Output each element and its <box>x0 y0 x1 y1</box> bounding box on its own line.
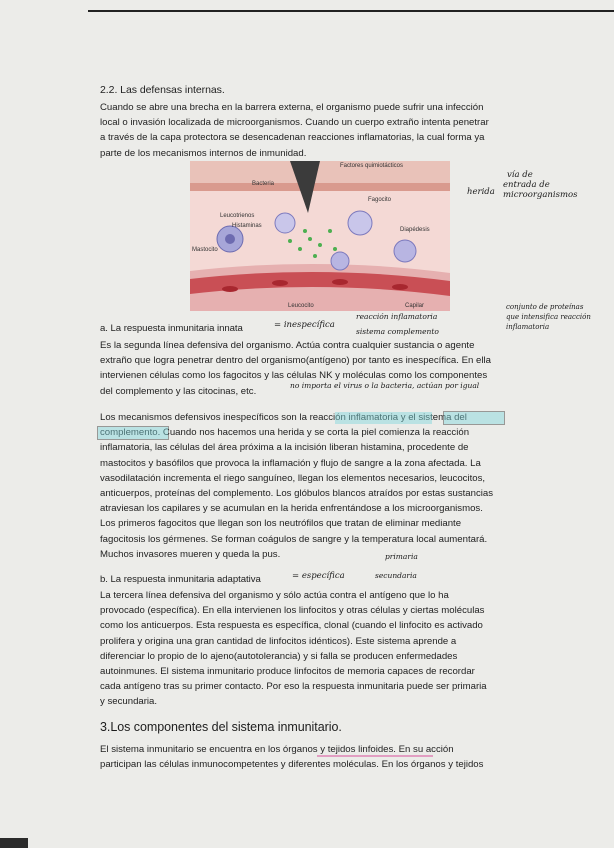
handwritten-note-via: vía de <box>507 170 533 180</box>
figure-label-leucocito: Leucocito <box>288 303 314 309</box>
subsection-a-title: a. La respuesta inmunitaria innata <box>100 323 243 334</box>
text-line: inflamatoria, las células del área próxima a la incisión liberan histamina, procedente de <box>100 442 469 454</box>
text-line: Es la segunda línea defensiva del organismo. Actúa contra cualquier sustancia o agente <box>100 340 475 351</box>
text-line: intervienen células como los fagocitos y las células NK y moléculas como los componentes <box>100 370 488 382</box>
text-line: extraño que logra penetrar dentro del organismo(antígeno) por tanto es inespecífica. En ella <box>100 355 491 367</box>
text-line: del complemento y las citocinas, etc. <box>100 385 257 397</box>
text-line: El sistema inmunitario se encuentra en los órganos y tejidos linfoides. En su acción <box>100 744 454 755</box>
text-line: Los primeros fagocitos que llegan son los neutrófilos que tratan de eliminar mediante <box>100 518 462 530</box>
section-3-paragraph <box>100 742 550 772</box>
figure-label-leucotrienos: Leucotrienos <box>220 213 255 219</box>
handwritten-conjunto-proteinas: conjunto de proteínas <box>506 303 584 311</box>
text-line: atraviesan los capilares y se acumulan en la herida enfrentándose a los microorganismos. <box>100 503 483 515</box>
text-line: mastocitos y basófilos que provoca la inflamación y flujo de sangre a la zona afectada. La <box>100 457 481 469</box>
section-3-heading: 3.Los componentes del sistema inmunitario. <box>100 720 342 734</box>
highlight-reaccion <box>335 412 432 424</box>
section-heading: 2.2. Las defensas internas. <box>100 84 225 96</box>
highlight-complemento <box>98 427 168 439</box>
pink-underline <box>317 755 433 757</box>
scanner-corner-mark <box>0 838 28 848</box>
handwritten-reaccion-inflamatoria: reacción inflamatoria <box>356 312 438 321</box>
page-fold <box>0 0 90 90</box>
intro-line: Cuando se abre una brecha en la barrera externa, el organismo puede sufrir una infección <box>100 102 484 113</box>
intro-line: local o invasión localizada de microorganismos. Cuando un cuerpo extraño intenta penetrar <box>100 117 489 129</box>
figure-label-factors: Factores quimiotácticos <box>340 163 404 169</box>
subsection-b-paragraph <box>100 588 550 710</box>
handwritten-primaria: primaria <box>385 552 418 561</box>
text-line: diferenciar lo propio de lo ajeno(autotolerancia) y si falla se producen enfermedades <box>100 650 458 662</box>
handwritten-intensifica: que intensifica reacción <box>506 313 591 321</box>
handwritten-especifica: = específica <box>292 571 345 581</box>
text-line: y secundaria. <box>100 696 158 708</box>
figure-label-capilar: Capilar <box>405 303 425 309</box>
text-line: como los anticuerpos. Esta respuesta es específica, clonal (cuando el linfocito es activado <box>100 620 483 632</box>
text-line: cada antígeno tras su primer contacto. Por eso la respuesta inmunitaria puede ser primaria <box>100 681 487 693</box>
intro-paragraph <box>100 100 550 161</box>
inflammation-illustration <box>190 161 450 311</box>
figure-label-mastocito: Mastocito <box>192 247 218 253</box>
text-line: Los mecanismos defensivos inespecíficos son la reacción inflamatoria y el sistema del <box>100 412 467 423</box>
figure-label-diapedesis: Diapédesis <box>400 227 430 233</box>
text-line: prolifera y origina una gran cantidad de linfocitos idénticos). Este sistema aprende a <box>100 635 457 647</box>
handwritten-note-microorganismos: microorganismos <box>503 190 578 200</box>
handwritten-inespecifica: = inespecífica <box>274 320 335 330</box>
text-line: fagocitosis los gérmenes. Se forman coágulos de sangre y la temperatura local aumentará. <box>100 533 488 545</box>
text-line: anticuerpos, proteínas del complemento. Los glóbulos blancos atraídos por estas sustancias <box>100 488 494 500</box>
page-top-edge <box>88 10 614 12</box>
handwritten-note-entrada: entrada de <box>503 180 550 190</box>
inflammation-figure <box>190 161 450 311</box>
handwritten-inline-note: no importa el virus o la bacteria, actúan por igual <box>290 381 480 390</box>
figure-label-histaminas: Histaminas <box>232 223 262 229</box>
subsection-b-title: b. La respuesta inmunitaria adaptativa <box>100 574 261 585</box>
figure-label-fagocito: Fagocito <box>368 197 392 203</box>
figure-label-bacteria: Bacteria <box>252 181 275 187</box>
handwritten-secundaria: secundaria <box>375 571 417 580</box>
handwritten-sistema-complemento: sistema complemento <box>356 327 439 336</box>
text-line: autoinmunes. El sistema inmunitario produce linfocitos de memoria capaces de recordar <box>100 666 475 678</box>
text-line: participan las células inmunocompetentes y diferentes moléculas. En los órganos y tejidos <box>100 759 484 771</box>
text-line: complemento. Cuando nos hacemos una herida y se corta la piel comienza la reacción <box>100 427 470 439</box>
text-line: vasodilatación incrementa el riego sanguíneo, llegan los elementos necesarios, leucocitos, <box>100 472 486 484</box>
text-line: La tercera línea defensiva del organismo y sólo actúa contra el antígeno que lo ha <box>100 590 449 601</box>
handwritten-inflamatoria: inflamatoria <box>506 323 550 331</box>
intro-line: parte de los mecanismos internos de inmunidad. <box>100 147 307 159</box>
text-line: Muchos invasores mueren y queda la pus. <box>100 548 281 560</box>
handwritten-note-herida: herida <box>467 187 495 197</box>
text-line: provocado (específica). En ella intervienen los linfocitos y otras células y ciertas moléculas <box>100 605 485 617</box>
highlight-sistema <box>444 412 504 424</box>
intro-line: a través de la capa protectora se desencadenan reacciones inflamatorias, la cual forma ya <box>100 132 485 144</box>
